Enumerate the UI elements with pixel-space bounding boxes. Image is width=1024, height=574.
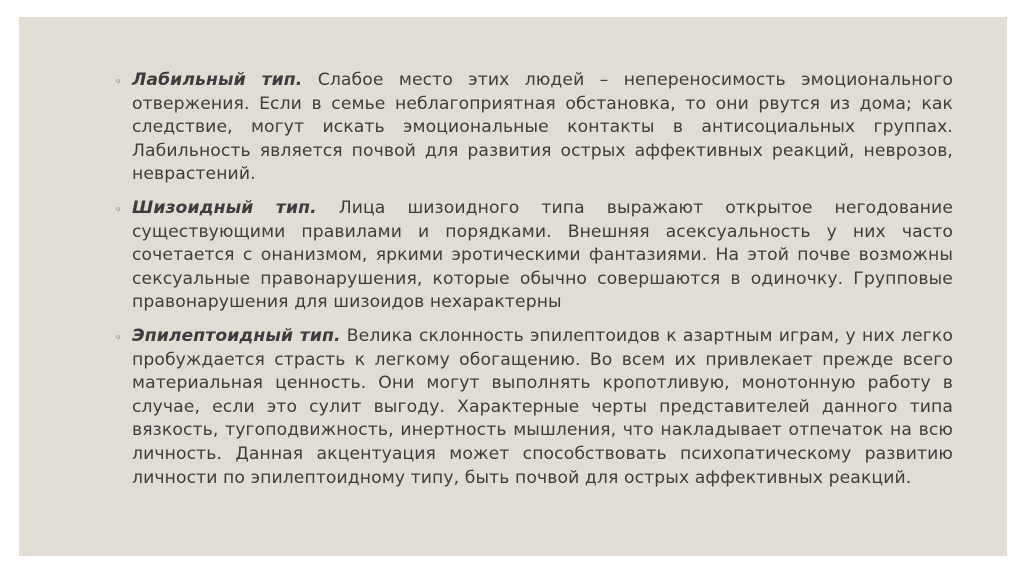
paragraph-labile <box>132 69 953 187</box>
slide <box>19 17 1007 556</box>
text-schizoid: Лица шизоидного типа выражают открытое негодование существующими правилами и порядками. Внешняя асексуальность у них часто сочетается с онанизмом, яркими эротическими фантазиями. На этой почве возможны сексуальные правонарушения, которые обычно совершаются в одиночку. Групповые правонарушения для шизоидов нехарактерны <box>132 197 954 313</box>
term-labile: Лабильный тип. <box>132 70 303 90</box>
text-epileptoid: Велика склонность эпилептоидов к азартным играм, у них легко пробуждается страсть к легкому обогащению. Во всем их привлекает прежде всего материальная ценность. Они могут выполнять кропотливую, монотонную работу в случае, если это сулит выгоду. Характерные черты представителей данного типа вязкость, тугоподвижность, инертность мышления, что накладывает отпечаток на всю личность. Данная акцентуация может способствовать психопатическому развитию личности по эпилептоидному типу, быть почвой для острых аффективных реакций. <box>132 325 953 488</box>
paragraph-epileptoid <box>132 325 953 490</box>
text-labile: Слабое место этих людей – непереносимость эмоционального отвержения. Если в семье неблагоприятная обстановка, то они рвутся из дома; как следствие, могут искать эмоциональные контакты в антисоциальных группах. Лабильность является почвой для развития острых аффективных реакций, неврозов, неврастений. <box>132 70 953 185</box>
term-schizoid: Шизоидный тип. <box>132 197 317 218</box>
list-item-epileptoid <box>115 325 953 490</box>
list-item-labile <box>115 69 953 187</box>
bullet-icon: ◦ <box>115 330 122 344</box>
paragraph-schizoid <box>132 197 953 315</box>
bullet-list <box>115 69 953 500</box>
list-item-schizoid <box>115 197 953 315</box>
bullet-icon: ◦ <box>115 202 122 216</box>
term-epileptoid: Эпилептоидный тип. <box>132 325 341 346</box>
bullet-icon: ◦ <box>115 75 122 88</box>
